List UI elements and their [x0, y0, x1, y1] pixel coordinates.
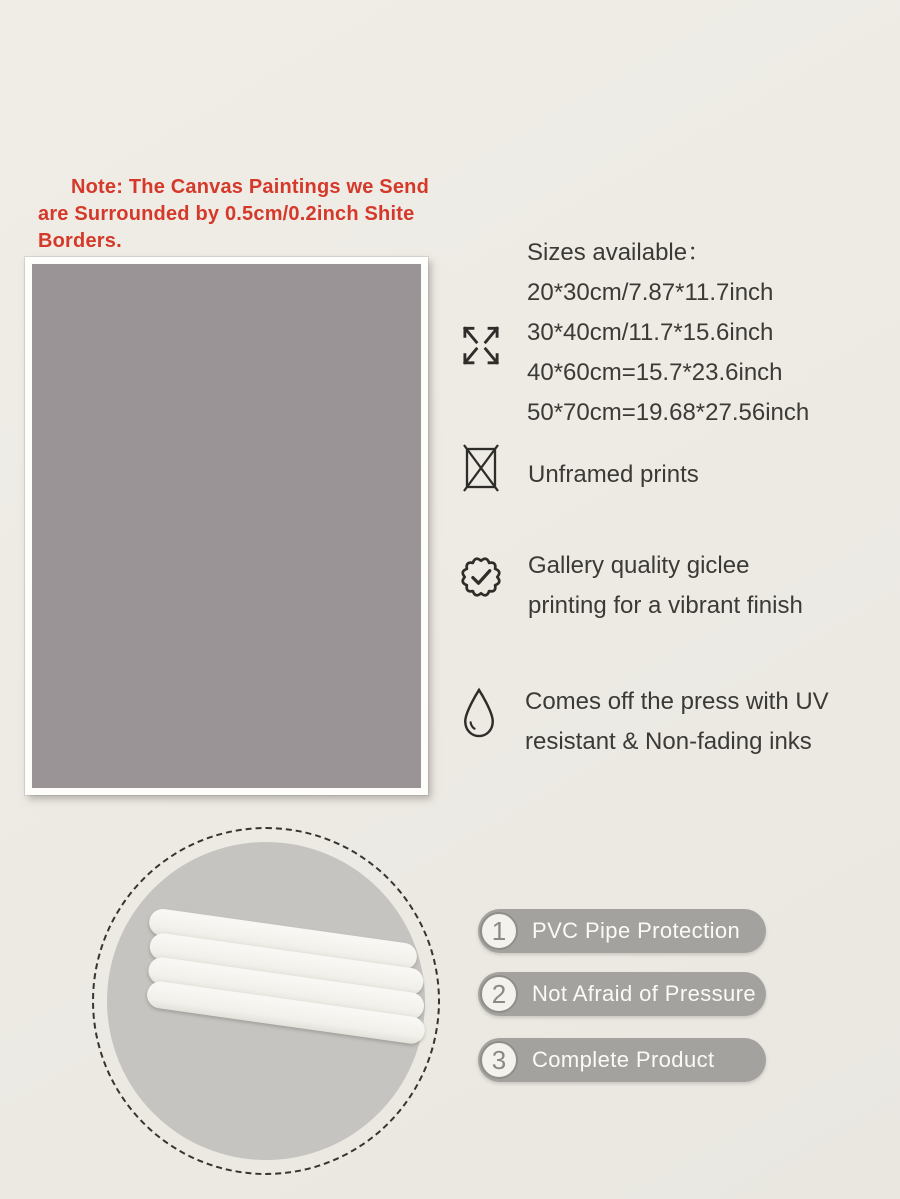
feature-gallery-quality	[528, 546, 803, 626]
canvas-preview-frame	[25, 257, 428, 795]
packaging-photo-background	[107, 842, 425, 1160]
expand-arrows-icon	[458, 319, 504, 372]
pvc-pipes-image	[135, 907, 426, 1044]
badge-label: Not Afraid of Pressure	[532, 981, 757, 1006]
packaging-badge-pvc-pipe	[478, 909, 766, 953]
packaging-photo-circle	[92, 827, 440, 1175]
badge-number: 3	[480, 1041, 518, 1079]
packaging-badge-pressure	[478, 972, 766, 1016]
badge-number: 1	[480, 912, 518, 950]
feature-uv-inks-line: Comes off the press with UV	[525, 688, 829, 715]
note-line-1: Note: The Canvas Paintings we Send	[71, 176, 429, 198]
size-option: 20*30cm/7.87*11.7inch	[527, 279, 774, 306]
badge-label: Complete Product	[532, 1047, 715, 1072]
feature-unframed	[528, 455, 699, 495]
note-line-3: Borders.	[38, 230, 122, 252]
unframed-frame-cross-icon	[461, 444, 501, 492]
quality-seal-check-icon	[456, 552, 506, 602]
water-drop-icon	[461, 685, 497, 740]
size-option: 50*70cm=19.68*27.56inch	[527, 399, 810, 426]
note-line-2: are Surrounded by 0.5cm/0.2inch Shite	[38, 203, 415, 225]
border-note	[38, 174, 468, 255]
feature-gallery-quality-line: Gallery quality giclee	[528, 552, 750, 579]
size-option: 30*40cm/11.7*15.6inch	[527, 319, 774, 346]
packaging-badge-complete	[478, 1038, 766, 1082]
badge-label: PVC Pipe Protection	[532, 918, 741, 943]
canvas-preview-image	[32, 264, 421, 788]
badge-number: 2	[480, 975, 518, 1013]
sizes-available-list	[527, 233, 809, 433]
feature-gallery-quality-line: printing for a vibrant finish	[528, 592, 803, 619]
feature-uv-inks	[525, 682, 829, 762]
size-option: 40*60cm=15.7*23.6inch	[527, 359, 783, 386]
feature-uv-inks-line: resistant & Non-fading inks	[525, 728, 812, 755]
feature-unframed-line: Unframed prints	[528, 461, 699, 488]
sizes-title: Sizes available：	[527, 239, 712, 266]
